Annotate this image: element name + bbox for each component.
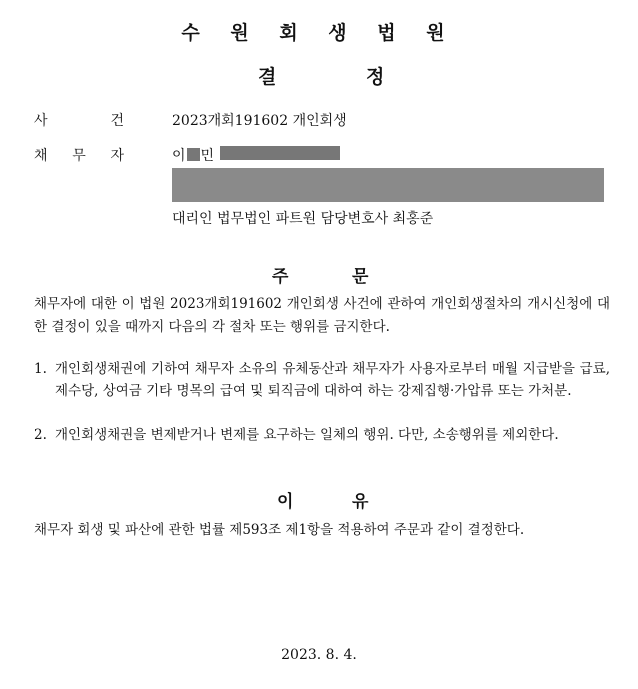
decision-date: 2023. 8. 4. — [281, 647, 357, 663]
order-list-item — [34, 424, 610, 446]
document-type-char-1: 결 — [258, 66, 277, 88]
reason-paragraph: 채무자 회생 및 파산에 관한 법률 제593조 제1항을 적용하여 주문과 같이 결정한다. — [34, 522, 525, 538]
court-name-title: 수 원 회 생 법 원 — [181, 22, 457, 44]
list-item-text: 개인회생채권을 변제받거나 변제를 요구하는 일체의 행위. 다만, 소송행위를 제외한다. — [55, 427, 559, 443]
order-heading-char-1: 주 — [272, 267, 289, 287]
reason-heading-char-1: 이 — [277, 492, 294, 512]
case-label-char: 사 — [34, 113, 48, 129]
debtor-name-first: 이 — [172, 148, 186, 164]
order-heading-char-2: 문 — [352, 267, 369, 287]
redacted-address-block — [172, 168, 604, 202]
order-intro-paragraph: 채무자에 대한 이 법원 2023개회191602 개인회생 사건에 관하여 개인회생절차의 개시신청에 대한 결정이 있을 때까지 다음의 각 절차 또는 행위를 금지한다. — [34, 296, 610, 335]
debtor-label-char: 채 — [34, 148, 48, 164]
list-item-number: 2. — [34, 427, 47, 443]
redaction-mark — [187, 148, 200, 161]
debtor-label-char: 자 — [110, 148, 124, 164]
legal-agent-line: 대리인 법무법인 파트원 담당변호사 최홍준 — [172, 211, 434, 227]
case-label-char: 건 — [110, 113, 124, 129]
reason-heading-char-2: 유 — [352, 492, 369, 512]
debtor-name — [172, 145, 214, 165]
document-type-char-2: 정 — [366, 66, 385, 88]
case-number-value: 2023개회191602 개인회생 — [172, 113, 347, 129]
debtor-label-char: 무 — [72, 148, 86, 164]
debtor-name-last: 민 — [200, 148, 215, 164]
debtor-label — [34, 145, 124, 165]
list-item-number: 1. — [34, 361, 47, 377]
redacted-name-block — [220, 146, 340, 160]
case-label — [34, 110, 124, 130]
order-list-item — [34, 358, 610, 402]
list-item-text: 개인회생채권에 기하여 채무자 소유의 유체동산과 채무자가 사용자로부터 매월 지급받을 급료, 제수당, 상여금 기타 명목의 급여 및 퇴직금에 대하여 하는 강제집행·가압류 또는 가처분. — [55, 361, 610, 399]
